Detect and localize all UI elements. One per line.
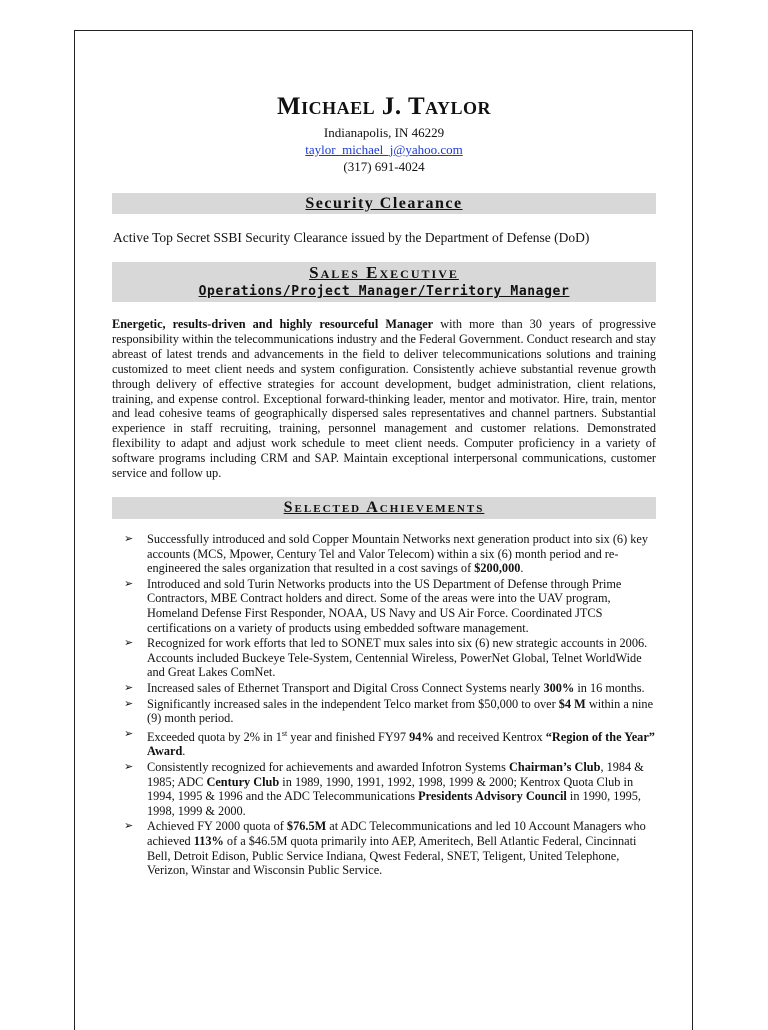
candidate-email-line (0, 142, 768, 158)
achievement-text: of a $46.5M quota primarily into AEP, Ameritech, Bell Atlantic Federal, Cincinnati Bell, Detroit Edison, Public Service Indiana, Qwest Federal, SNET, Teligent, United Telephone, Verizon, Winstar and Wisconsin Public Service. (147, 833, 637, 878)
achievements-band (112, 497, 656, 519)
achievement-text: Successfully introduced and sold Copper Mountain Networks next generation product into six (6) key accounts (MCS, Mpower, Century Tel and Valor Telecom) within a six (6) month period and re-engineered the sales organization that resulted in a cost savings of (147, 532, 648, 576)
achievement-text: st (281, 728, 288, 738)
achievement-text: Increased sales of Ethernet Transport and Digital Cross Connect Systems nearly (147, 680, 544, 695)
achievement-item (120, 697, 660, 726)
candidate-location: Indianapolis, IN 46229 (323, 125, 445, 140)
achievement-text: and received Kentrox (433, 729, 546, 744)
professional-summary (112, 317, 656, 481)
achievement-text: Consistently recognized for achievements and awarded Infotron Systems (147, 760, 509, 774)
role-title: Sales Executive (309, 263, 459, 282)
arrow-bullet-icon: ➢ (124, 576, 134, 590)
achievement-highlight: $76.5M (286, 819, 327, 834)
role-subtitle: Operations/Project Manager/Territory Manager (198, 284, 570, 299)
candidate-name: Michael J. Taylor (277, 93, 491, 120)
page-border (74, 30, 693, 1030)
arrow-bullet-icon: ➢ (124, 726, 134, 740)
arrow-bullet-icon: ➢ (124, 532, 134, 545)
achievement-highlight: $200,000 (474, 561, 521, 576)
achievement-highlight: Century Club (206, 774, 280, 789)
achievement-text: Introduced and sold Turin Networks products into the US Department of Defense through Prime Contractors, MBE Contract holders and direct. Some of the areas were into the UAV program, Homeland Defense First Responder, NOAA, US Navy and US Air Force. Coordinated JTCS certifications on a variety of products using embedded software management. (147, 576, 622, 635)
security-clearance-heading: Security Clearance (305, 195, 463, 212)
achievement-item (120, 760, 660, 818)
achievement-text: in 16 months. (574, 680, 645, 695)
achievement-text: . (520, 561, 524, 576)
achievement-text: Achieved FY 2000 quota of (147, 819, 287, 834)
security-clearance-band (112, 193, 656, 214)
summary-body: with more than 30 years of progressive responsibility within the telecommunications industry and the Federal Government. Conduct research and stay abreast of latest trends and advancements in the field to deliver telecommunications solutions and training customized to meet client needs and system configuration. Consistently achieve substantial revenue growth through delivery of effective strategies for account development, budget administration, client relations, training, and expense control. Exceptional forward-thinking leader, mentor and motivator. Hire, train, mentor and lead cohesive teams of geographically dispersed sales representatives and channel partners. Substantial experience in staff recruiting, training, personnel management and customer relations. Demonstrated flexibility to adapt and adjust work schedule to meet client needs. Computer proficiency in a variety of software programs including CRM and SAP. Maintain exceptional interpersonal communications, customer service and follow up. (112, 317, 657, 481)
achievements-list (120, 532, 660, 879)
arrow-bullet-icon: ➢ (124, 680, 134, 694)
achievement-item (120, 577, 660, 635)
achievement-highlight: Chairman’s Club (508, 760, 601, 774)
achievement-text: Significantly increased sales in the independent Telco market from $50,000 to over (147, 696, 559, 711)
achievement-highlight: 94% (409, 729, 434, 744)
achievement-text: , 1984 & 1985; ADC (147, 760, 644, 789)
achievement-highlight: “Region of the Year” Award (147, 729, 655, 759)
achievement-item (120, 636, 660, 680)
summary-lead: Energetic, results-driven and highly resourceful Manager (112, 317, 434, 331)
achievement-text: Exceeded quota by 2% in 1 (147, 729, 282, 744)
email-link[interactable]: taylor_michael_j@yahoo.com (305, 142, 463, 157)
achievement-text: at ADC Telecommunications and led 10 Account Managers who achieved (147, 819, 646, 848)
achievement-text: Recognized for work efforts that led to SONET mux sales into six (6) new strategic accounts in 2006. Accounts included Buckeye Tele-System, Centennial Wireless, PowerNet Global, Telnet WorldWide and Great Lakes ComNet. (147, 636, 648, 680)
achievement-item (120, 681, 660, 696)
arrow-bullet-icon: ➢ (124, 819, 134, 833)
role-band (112, 262, 656, 302)
achievement-item (120, 532, 660, 576)
achievement-highlight: Presidents Advisory Council (418, 789, 567, 804)
achievement-text: within a nine (9) month period. (147, 696, 654, 726)
arrow-bullet-icon: ➢ (124, 696, 134, 710)
achievement-highlight: $4 M (558, 696, 586, 711)
achievement-text: . (182, 744, 186, 759)
achievement-item (120, 727, 660, 759)
arrow-bullet-icon: ➢ (124, 636, 134, 650)
achievement-text: in 1989, 1990, 1991, 1992, 1998, 1999 & 2000; Kentrox Quota Club in 1994, 1995 & 1996 and the ADC Telecommunications (147, 774, 634, 804)
achievement-text: year and finished FY97 (287, 729, 410, 744)
achievement-highlight: 113% (193, 833, 224, 848)
achievement-item (120, 819, 660, 877)
security-clearance-text: Active Top Secret SSBI Security Clearance issued by the Department of Defense (DoD) (113, 230, 590, 245)
achievement-highlight: 300% (543, 680, 575, 695)
candidate-phone: (317) 691-4024 (343, 159, 425, 174)
achievement-text: in 1990, 1995, 1998, 1999 & 2000. (147, 789, 641, 818)
arrow-bullet-icon: ➢ (124, 760, 134, 773)
achievements-heading: Selected Achievements (283, 499, 485, 516)
